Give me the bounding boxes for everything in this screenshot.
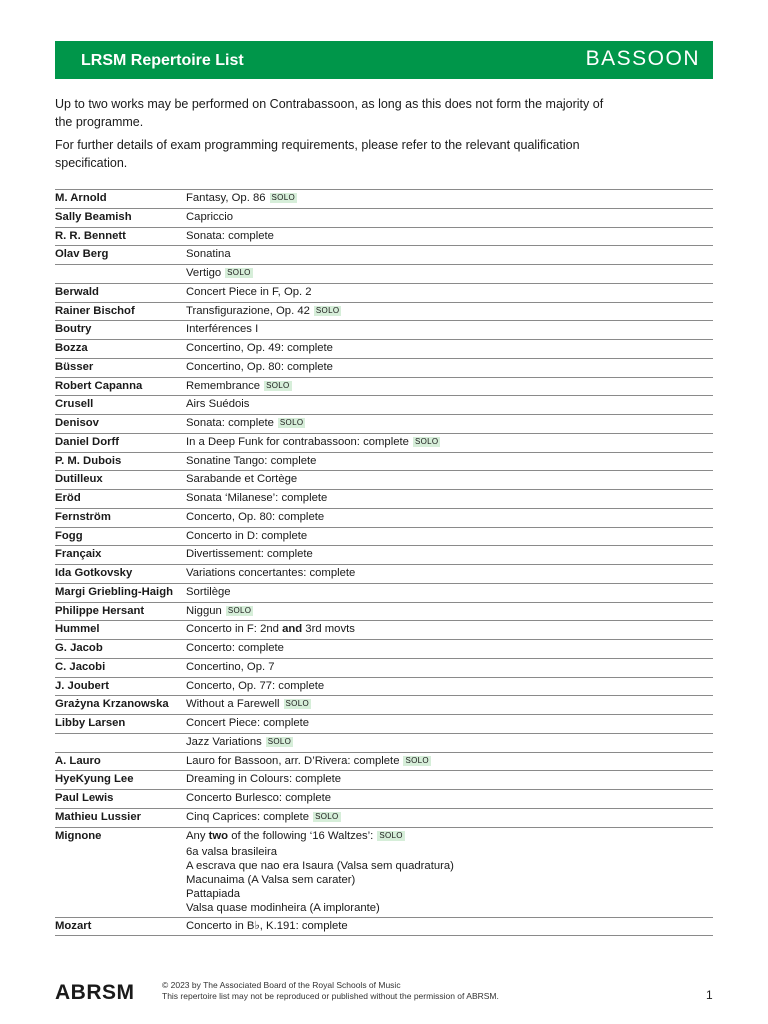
composer-cell <box>55 265 186 284</box>
table-row <box>55 377 713 396</box>
waltz-item: Valsa quase modinheira (A implorante) <box>186 901 380 914</box>
work-cell: Sonata ‘Milanese’: complete <box>186 492 328 504</box>
table-row <box>55 658 713 677</box>
table-row <box>55 246 713 265</box>
reproduction-notice: This repertoire list may not be reproduced or published without the permission of ABRSM. <box>162 991 499 1001</box>
work-cell: Transfigurazione, Op. 42 SOLO <box>186 304 340 317</box>
composer-cell <box>55 733 186 752</box>
solo-badge: SOLO <box>271 193 295 202</box>
composer-cell: Daniel Dorff <box>55 435 120 448</box>
table-row <box>55 396 713 415</box>
table-row <box>55 790 713 809</box>
abrsm-logo: ABRSM <box>55 981 135 1004</box>
composer-cell: A. Lauro <box>55 754 101 767</box>
solo-badge: SOLO <box>285 699 309 709</box>
work-cell: Dreaming in Colours: complete <box>186 773 342 786</box>
composer-cell: Hummel <box>55 623 100 636</box>
solo-badge: SOLO <box>414 436 439 446</box>
composer-cell: Denisov <box>55 417 99 429</box>
composer-cell: Büsser <box>55 360 94 373</box>
composer-cell: Philippe Hersant <box>55 604 145 617</box>
table-row <box>55 302 713 321</box>
table-row <box>55 917 713 936</box>
solo-badge: SOLO <box>279 418 304 427</box>
composer-cell: Dutilleux <box>55 473 103 486</box>
table-row <box>55 565 713 584</box>
solo-badge: SOLO <box>227 268 251 277</box>
footer-text <box>162 980 499 1002</box>
composer-cell: Françaix <box>55 548 102 561</box>
composer-cell: M. Arnold <box>55 192 107 204</box>
table-row <box>55 452 713 471</box>
page-header <box>55 41 713 79</box>
table-row <box>55 321 713 340</box>
header-title: LRSM Repertoire List <box>81 52 244 69</box>
intro-paragraph-1: Up to two works may be performed on Contrabassoon, as long as this does not form the majority of the programme. <box>55 97 604 129</box>
composer-cell: P. M. Dubois <box>55 454 122 467</box>
composer-cell: Boutry <box>55 323 92 336</box>
work-cell: Remembrance SOLO <box>186 379 290 392</box>
composer-cell: Mozart <box>55 919 92 932</box>
composer-cell: Olav Berg <box>55 248 109 261</box>
work-cell: Divertissement: complete <box>186 548 313 561</box>
table-row <box>55 827 713 917</box>
table-row <box>55 771 713 790</box>
composer-cell: J. Joubert <box>55 679 109 692</box>
table-row <box>55 283 713 302</box>
work-cell: Interférences I <box>186 323 259 336</box>
waltz-item: Pattapiada <box>186 887 241 900</box>
table-row <box>55 433 713 452</box>
table-row <box>55 546 713 565</box>
work-cell: Capriccio <box>186 210 234 223</box>
table-row <box>55 583 713 602</box>
waltz-item: 6a valsa brasileira <box>186 845 278 858</box>
work-cell: Concertino, Op. 7 <box>186 660 275 673</box>
mignone-instruction: Any two of the following ‘16 Waltzes’: SOLO <box>186 829 403 842</box>
intro-text <box>55 95 615 177</box>
work-cell: In a Deep Funk for contrabassoon: complete SOLO <box>186 435 439 448</box>
table-row <box>55 340 713 359</box>
header-instrument: BASSOON <box>585 47 700 70</box>
intro-paragraph-2: For further details of exam programming requirements, please refer to the relevant qualification specification. <box>55 138 580 170</box>
work-cell <box>186 827 713 917</box>
table-row <box>55 358 713 377</box>
work-cell: Sonata: complete <box>186 229 274 242</box>
composer-cell: Crusell <box>55 398 94 411</box>
composer-cell: Fernström <box>55 510 111 523</box>
work-cell: Concerto in F: 2nd and 3rd movts <box>186 623 355 636</box>
table-row <box>55 733 713 752</box>
table-row <box>55 471 713 490</box>
solo-badge: SOLO <box>315 305 340 315</box>
work-cell: Sarabande et Cortège <box>186 473 298 486</box>
work-cell: Niggun SOLO <box>186 604 252 617</box>
solo-badge: SOLO <box>266 380 290 390</box>
composer-cell: Bozza <box>55 342 88 354</box>
work-cell: Concerto, Op. 80: complete <box>186 510 325 523</box>
table-row <box>55 808 713 827</box>
work-cell: Jazz Variations SOLO <box>186 735 292 748</box>
work-cell: Concertino, Op. 80: complete <box>186 360 333 373</box>
table-row <box>55 677 713 696</box>
work-cell: Concerto Burlesco: complete <box>186 792 332 804</box>
work-cell: Concert Piece in F, Op. 2 <box>186 285 312 298</box>
composer-cell: Berwald <box>55 285 99 298</box>
table-row <box>55 527 713 546</box>
work-cell: Concerto in B♭, K.191: complete <box>186 919 348 932</box>
work-cell: Concerto: complete <box>186 642 284 654</box>
table-row <box>55 265 713 284</box>
table-row <box>55 602 713 621</box>
table-row <box>55 696 713 715</box>
composer-cell: Grażyna Krzanowska <box>55 698 169 711</box>
work-cell: Sonatine Tango: complete <box>186 454 317 467</box>
work-cell: Concertino, Op. 49: complete <box>186 342 333 354</box>
table-row <box>55 415 713 434</box>
table-row <box>55 508 713 527</box>
waltz-item: Macunaima (A Valsa sem carater) <box>186 873 356 886</box>
table-row <box>55 621 713 640</box>
composer-cell: Ida Gotkovsky <box>55 567 133 579</box>
work-cell: Sortilège <box>186 585 231 598</box>
copyright-text: © 2023 by The Associated Board of the Royal Schools of Music <box>162 980 401 990</box>
work-cell: Concerto in D: complete <box>186 529 308 542</box>
page-number: 1 <box>706 988 713 1002</box>
waltz-item: A escrava que nao era Isaura (Valsa sem quadratura) <box>186 859 454 872</box>
composer-cell: Mignone <box>55 829 102 842</box>
work-cell: Cinq Caprices: complete SOLO <box>186 810 339 823</box>
table-row <box>55 208 713 227</box>
table-row <box>55 190 713 209</box>
composer-cell: Margi Griebling-Haigh <box>55 585 173 598</box>
composer-cell: Rainer Bischof <box>55 304 135 317</box>
composer-cell: Paul Lewis <box>55 792 114 804</box>
work-cell: Fantasy, Op. 86 SOLO <box>186 192 295 204</box>
work-cell: Concerto, Op. 77: complete <box>186 679 325 692</box>
solo-badge: SOLO <box>227 605 252 615</box>
solo-badge: SOLO <box>267 736 292 746</box>
composer-cell: Robert Capanna <box>55 379 143 392</box>
composer-cell: G. Jacob <box>55 642 103 654</box>
solo-badge: SOLO <box>405 755 429 765</box>
repertoire-table <box>55 189 713 936</box>
work-cell: Concert Piece: complete <box>186 717 310 729</box>
composer-cell: Mathieu Lussier <box>55 810 142 823</box>
composer-cell: Libby Larsen <box>55 717 126 729</box>
composer-cell: HyeKyung Lee <box>55 773 134 786</box>
work-cell: Lauro for Bassoon, arr. D’Rivera: complete SOLO <box>186 754 429 767</box>
composer-cell: Eröd <box>55 492 81 504</box>
composer-cell: C. Jacobi <box>55 660 106 673</box>
table-row <box>55 715 713 734</box>
composer-cell: Sally Beamish <box>55 210 132 223</box>
composer-cell: Fogg <box>55 529 83 542</box>
work-cell: Without a Farewell SOLO <box>186 698 309 711</box>
work-cell: Vertigo SOLO <box>186 267 251 279</box>
solo-badge: SOLO <box>315 811 339 821</box>
solo-badge: SOLO <box>379 830 403 840</box>
work-cell: Sonata: complete SOLO <box>186 417 304 429</box>
composer-cell: R. R. Bennett <box>55 229 126 242</box>
table-row <box>55 752 713 771</box>
table-row <box>55 227 713 246</box>
work-cell: Sonatina <box>186 248 231 261</box>
work-cell: Airs Suédois <box>186 398 250 411</box>
table-row <box>55 490 713 509</box>
work-cell: Variations concertantes: complete <box>186 567 356 579</box>
table-row <box>55 640 713 659</box>
